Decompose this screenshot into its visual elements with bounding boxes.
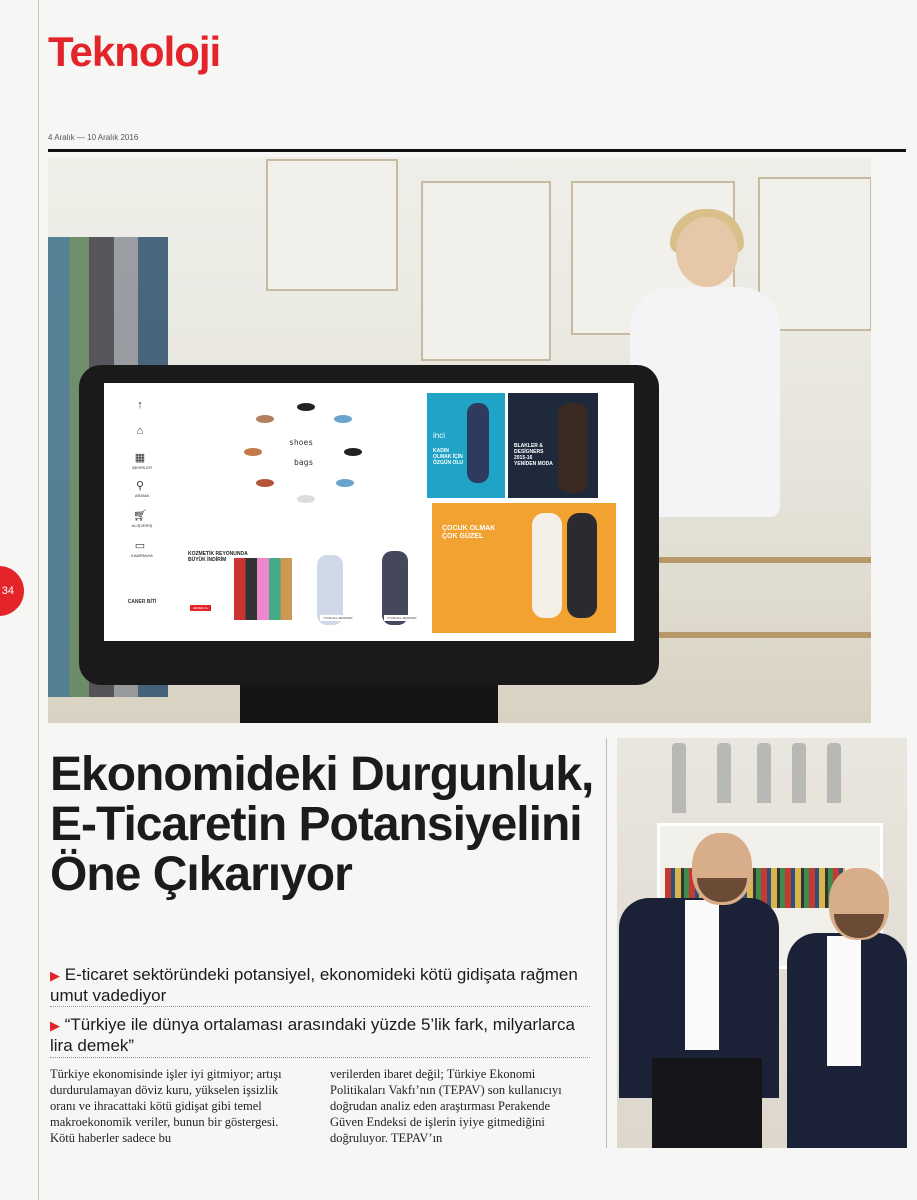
promo-button[interactable]: HEMEN AL: [190, 605, 211, 611]
wall-frame: [421, 181, 551, 361]
page-edge: [38, 0, 39, 1200]
kiosk-user: CANER BİTİ: [127, 599, 157, 605]
tile-men[interactable]: [508, 393, 598, 498]
article-headline: Ekonomideki Durgunluk, E-Ticaretin Potansiyelini Öne Çıkarıyor: [50, 748, 594, 901]
trophy: [757, 743, 771, 803]
tile-title: ÇOCUK OLMAK ÇOK GÜZEL: [442, 525, 496, 540]
tile-text: KADIN OLMAK İÇİN ÖZGÜN OLU: [433, 448, 463, 466]
page-number: 34: [1, 585, 14, 597]
search-icon: ⚲: [135, 480, 145, 492]
cosmetics-image: [234, 558, 292, 620]
body-column-2: verilerden ibaret değil; Türkiye Ekonomi Politikaları Vakfı’nın (TEPAV) son kullanıcıyı doğrudan analiz eden araştırması Perakende Güven Endeksi de işlerin iyiye gitmediğini doğruluyor. TEPAV’ın: [330, 1067, 562, 1145]
product-shoe: [334, 415, 352, 423]
triangle-icon: ▶: [50, 1018, 60, 1033]
header-rule: [48, 149, 906, 152]
shelf: [648, 557, 871, 563]
nav-label: KAMPANYA: [131, 553, 153, 558]
product-tag[interactable]: 7 FOR ALL MANKIND: [320, 615, 355, 621]
dotted-divider: [50, 1057, 590, 1058]
triangle-icon: ▶: [50, 968, 60, 983]
dotted-divider: [50, 1006, 590, 1007]
child-figure: [532, 513, 562, 618]
kiosk-sidebar: [104, 383, 179, 641]
founders-photo: [617, 738, 907, 1148]
model-figure: [382, 551, 408, 625]
tile-text: BLAKLER & DESİGNERS 2015-16 YENİDEN MODA: [514, 443, 553, 467]
person-shirt: [827, 936, 861, 1066]
person-head: [676, 217, 738, 287]
bags-label: bags: [294, 458, 314, 467]
person-pants: [652, 1058, 762, 1148]
product-shoe: [256, 415, 274, 423]
tile-kids[interactable]: [432, 503, 616, 633]
kiosk-screen: [104, 383, 634, 641]
shelf: [648, 632, 871, 638]
nav-label: ALIŞVERİŞ: [131, 523, 153, 528]
tile-inci[interactable]: [427, 393, 505, 498]
deck-1-text: E-ticaret sektöründeki potansiyel, ekonomideki kötü gidişata rağmen umut vadediyor: [50, 965, 578, 1005]
person-shirt: [685, 900, 719, 1050]
grid-icon: ▦: [134, 452, 146, 464]
child-figure: [567, 513, 597, 618]
page-number-badge: [0, 566, 24, 616]
section-title: Teknoloji: [48, 28, 221, 75]
home-icon: ⌂: [136, 425, 144, 437]
wall-frame: [266, 159, 398, 291]
touch-kiosk: [79, 365, 659, 685]
trophy: [827, 743, 841, 803]
nav-label: ARAMA: [134, 493, 150, 498]
product-tag[interactable]: 7 FOR ALL MANKIND: [384, 615, 419, 621]
deck-1: [50, 965, 590, 1006]
body-column-1: Türkiye ekonomisinde işler iyi gitmiyor; artışı durdurulamayan döviz kuru, yükselen işsizlik oranı ve ihracattaki kötü gidişat gibi temel makroekonomik veriler, bunun bir göstergesi. Kötü haberler sadece bu: [50, 1067, 282, 1145]
trophy: [792, 743, 806, 803]
column-divider: [606, 738, 607, 1148]
trophy: [717, 743, 731, 803]
tile-brand: inci: [433, 431, 446, 440]
shoes-label: shoes: [289, 438, 314, 447]
book-icon: ▭: [134, 540, 146, 552]
product-shoe: [336, 479, 354, 487]
trophy: [672, 743, 686, 813]
product-shoe: [256, 479, 274, 487]
promo-title: KOZMETİK REYONUNDA BÜYÜK İNDİRİM: [188, 551, 248, 563]
product-shoe: [297, 495, 315, 503]
model-figure: [558, 403, 588, 493]
product-shoe: [344, 448, 362, 456]
model-figure: [467, 403, 489, 483]
issue-date: 4 Aralık — 10 Aralık 2016: [48, 133, 139, 142]
up-arrow-icon: ↑: [137, 399, 143, 411]
hero-photo: [48, 157, 871, 723]
deck-2: [50, 1015, 590, 1056]
deck-2-text: “Türkiye ile dünya ortalaması arasındaki yüzde 5’lik fark, milyarlarca lira demek”: [50, 1015, 575, 1055]
product-shoe: [297, 403, 315, 411]
product-shoe: [244, 448, 262, 456]
cart-icon: 🛒︎: [133, 510, 147, 522]
nav-label: ŞEHİRLER: [131, 465, 152, 470]
